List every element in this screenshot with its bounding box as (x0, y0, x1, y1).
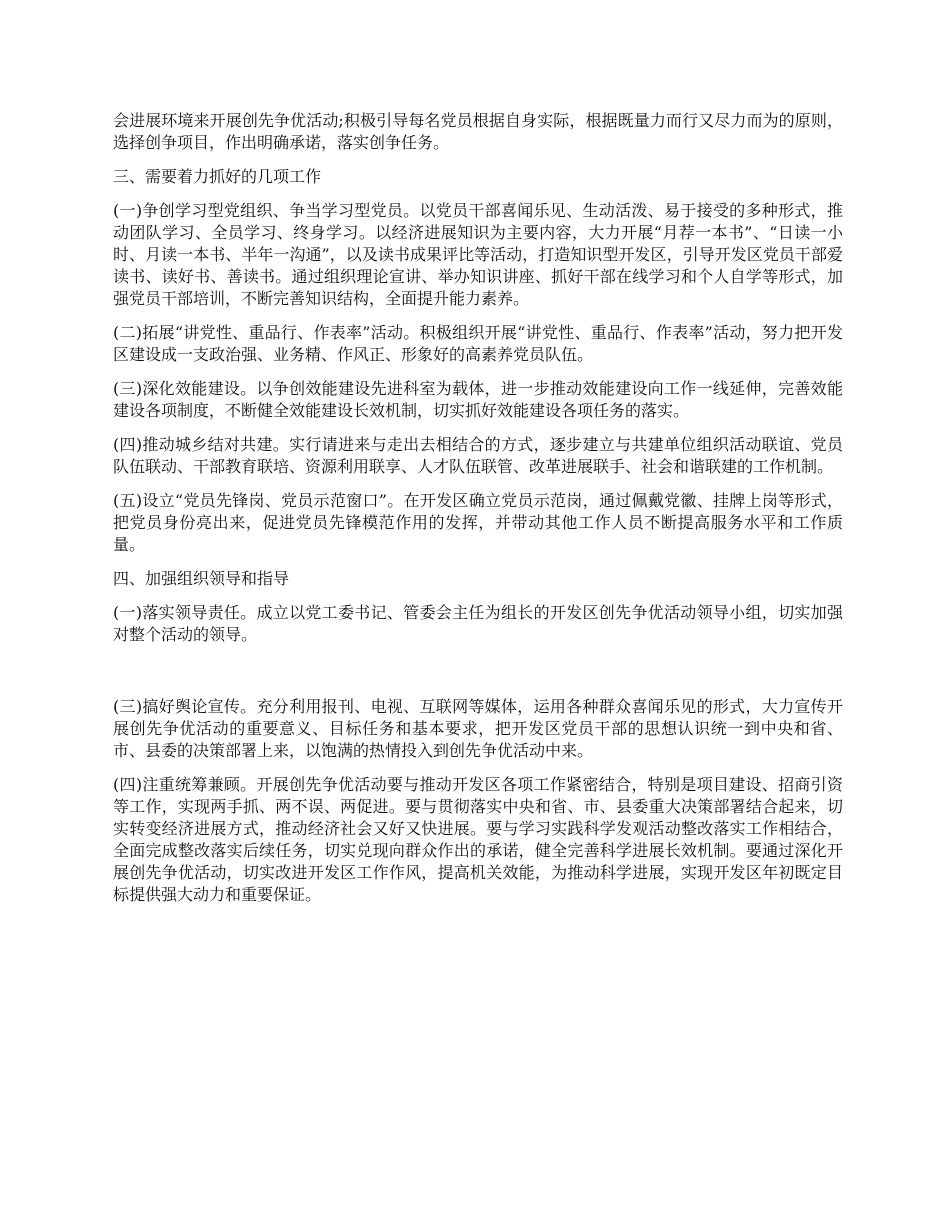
paragraph-leadership: (一)落实领导责任。成立以党工委书记、管委会主任为组长的开发区创先争优活动领导小组，切实加强对整个活动的领导。 (113, 603, 843, 644)
paragraph-party-spirit: (二)拓展“讲党性、重品行、作表率”活动。积极组织开展“讲党性、重品行、作表率”活动，努力把开发区建设成一支政治强、业务精、作风正、形象好的高素养党员队伍。 (113, 323, 843, 364)
section-heading-four: 四、加强组织领导和指导 (113, 569, 290, 588)
paragraph-publicity: (三)搞好舆论宣传。充分利用报刊、电视、互联网等媒体，运用各种群众喜闻乐见的形式，大力宣传开展创先争优活动的重要意义、目标任务和基本要求，把开发区党员干部的思想认识统一到中央和省、市、县委的决策部署上来，以饱满的热情投入到创先争优活动中来。 (113, 697, 843, 760)
document-body (113, 110, 843, 918)
paragraph-efficiency: (三)深化效能建设。以争创效能建设先进科室为载体，进一步推动效能建设向工作一线延伸，完善效能建设各项制度，不断健全效能建设长效机制，切实抓好效能建设各项任务的落实。 (113, 379, 843, 420)
section-heading-three: 三、需要着力抓好的几项工作 (113, 167, 322, 186)
paragraph-learning-party: (一)争创学习型党组织、争当学习型党员。以党员干部喜闻乐见、生动活泼、易于接受的多种形式，推动团队学习、全员学习、终身学习。以经济进展知识为主要内容，大力开展“月荐一本书”、“日读一小时、月读一本书、半年一沟通”，以及读书成果评比等活动，打造知识型开发区，引导开发区党员干部爱读书、读好书、善读书。通过组织理论宣讲、举办知识讲座、抓好干部在线学习和个人自学等形式，加强党员干部培训，不断完善知识结构，全面提升能力素养。 (113, 201, 843, 308)
paragraph-urban-rural: (四)推动城乡结对共建。实行请进来与走出去相结合的方式，逐步建立与共建单位组织活动联谊、党员队伍联动、干部教育联培、资源利用联享、人才队伍联管、改革进展联手、社会和谐联建的工作机制。 (113, 435, 843, 476)
paragraph-coordination: (四)注重统筹兼顾。开展创先争优活动要与推动开发区各项工作紧密结合，特别是项目建设、招商引资等工作，实现两手抓、两不误、两促进。要与贯彻落实中央和省、市、县委重大决策部署结合起来，切实转变经济进展方式，推动经济社会又好又快进展。要与学习实践科学发观活动整改落实工作相结合，全面完成整改落实后续任务，切实兑现向群众作出的承诺，健全完善科学进展长效机制。要通过深化开展创先争优活动，切实改进开发区工作作风，提高机关效能，为推动科学进展，实现开发区年初既定目标提供强大动力和重要保证。 (113, 775, 843, 904)
blank-gap (113, 658, 843, 696)
paragraph-pioneer-post: (五)设立“党员先锋岗、党员示范窗口”。在开发区确立党员示范岗，通过佩戴党徽、挂牌上岗等形式，把党员身份亮出来，促进党员先锋模范作用的发挥，并带动其他工作人员不断提高服务水平和工作质量。 (113, 491, 843, 554)
paragraph-intro-continuation: 会进展环境来开展创先争优活动;积极引导每名党员根据自身实际，根据既量力而行又尽力而为的原则，选择创争项目，作出明确承诺，落实创争任务。 (113, 111, 843, 152)
